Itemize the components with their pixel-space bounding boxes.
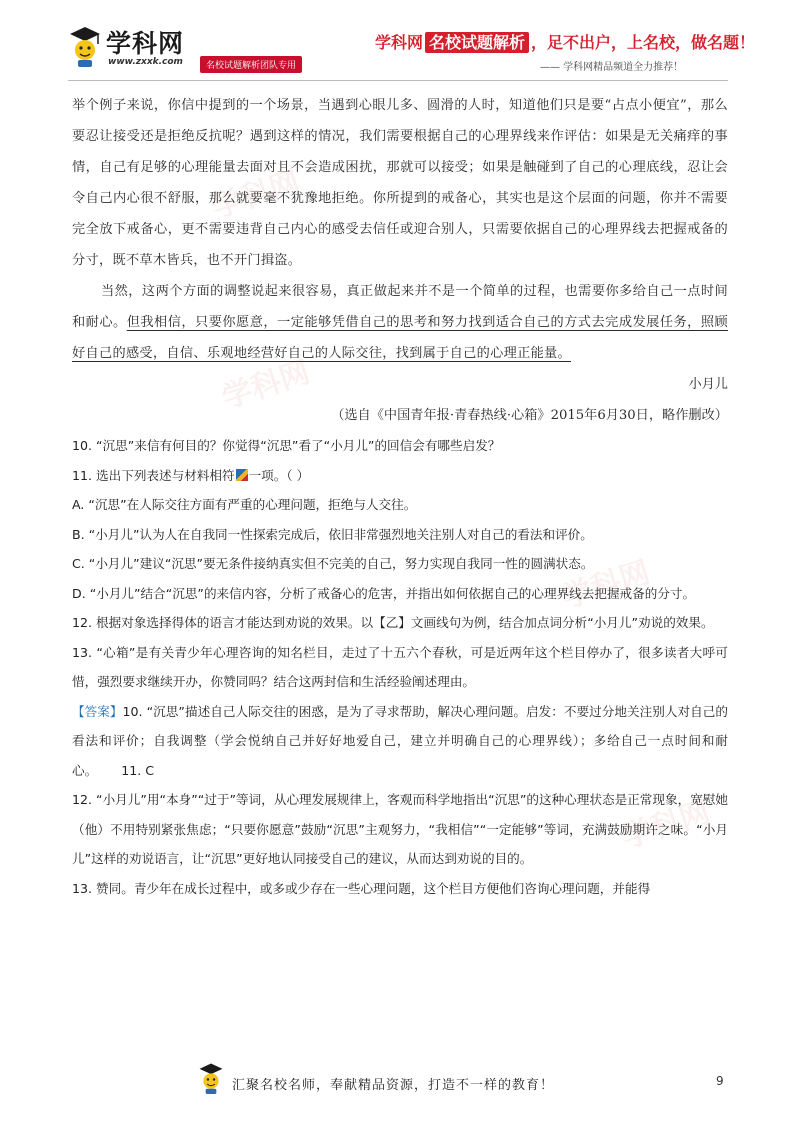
option-c: C. “小月儿”建议“沉思”要无条件接纳真实但不完美的自己，努力实现自我同一性的圆满状态。 — [72, 556, 594, 571]
page-footer — [0, 1060, 800, 1120]
letter-signature: 小月儿 — [688, 377, 728, 392]
watermark: 学科网 — [617, 794, 715, 856]
slogan-post: ，足不出户，上名校，做名题！ — [531, 33, 756, 52]
graduation-cap-mascot-icon — [198, 1060, 224, 1096]
header-slogan — [375, 30, 755, 53]
header-divider — [68, 80, 728, 81]
logo-badge: 名校试题解析团队专用 — [200, 56, 302, 73]
footer-slogan: 汇聚名校名师，奉献精品资源，打造不一样的教育！ — [232, 1078, 555, 1093]
watermark: 学科网 — [217, 354, 315, 416]
question-13: 13. “心箱”是有关青少年心理咨询的知名栏目，走过了十五六个春秋，可是近两年这个栏目停办了，很多读者大呼可惜，强烈要求继续开办，你赞同吗？结合这两封信和生活经验阐述理由。 — [72, 644, 728, 689]
passage-paragraph-2 — [72, 276, 728, 369]
source-citation: （选自《中国青年报·青春热线·心箱》2015年6月30日，略作删改） — [331, 408, 728, 423]
question-11-post: 一项。（ ） — [248, 467, 310, 483]
answer-10 — [72, 697, 728, 786]
passage-p2-plain: 当然，这两个方面的调整说起来很容易，真正做起来并不是一个简单的过程，也需要你多给自己一点时间和耐心。 — [72, 284, 728, 330]
option-b: B. “小月儿”认为人在自我同一性探索完成后，依旧非常强烈地关注别人对自己的看法和评价。 — [72, 526, 593, 542]
document-body — [72, 90, 728, 903]
passage-p2-underlined: 但我相信，只要你愿意，一定能够凭借自己的思考和努力找到适合自己的方式去完成发展任务，照顾好自己的感受，自信、乐观地经营好自己的人际交往，找到属于自己的心理正能量。 — [72, 315, 728, 361]
question-10: 10. “沉思”来信有何目的？你觉得“沉思”看了“小月儿”的回信会有哪些启发？ — [72, 438, 501, 453]
option-d: D. “小月儿”结合“沉思”的来信内容，分析了戒备心的危害，并指出如何依据自己的心理界线去把握戒备的分寸。 — [72, 585, 696, 601]
question-11 — [72, 461, 728, 491]
answer-11: 11. C — [121, 762, 155, 778]
graduation-cap-mascot-icon — [68, 24, 102, 68]
answer-tag: 【答案】 — [72, 703, 123, 719]
inline-image-icon — [236, 469, 248, 481]
logo-text: 学科网 — [106, 29, 185, 58]
passage-paragraph-1: 举个例子来说，你信中提到的一个场景，当遇到心眼儿多、圆滑的人时，知道他们只是要“占点小便宜”，那么要忍让接受还是拒绝反抗呢？遇到这样的情况，我们需要根据自己的心理界线来作评估：如果是无关痛痒的事情，自己有足够的心理能量去面对且不会造成困扰，那就可以接受；如果是触碰到了自己的心理底线，忍让会令自己内心很不舒服，那么就要毫不犹豫地拒绝。你所提到的戒备心，其实也是这个层面的问题，你并不需要完全放下戒备心，更不需要违背自己内心的感受去信任或迎合别人，只需要依据自己的心理界线去把握戒备的分寸，既不草木皆兵，也不开门揖盗。 — [72, 98, 728, 268]
answer-12: 12. “小月儿”用“本身”“过于”等词，从心理发展规律上，客观而科学地指出“沉思”的这种心理状态是正常现象，宽慰她（他）不用特别紧张焦虑；“只要你愿意”鼓励“沉思”主观努力，“我相信”“一定能够”等词，充满鼓励期许之味。“小月儿”这样的劝说语言，让“沉思”更好地认同接受自己的建议，从而达到劝说的目的。 — [72, 792, 728, 866]
page-header — [0, 0, 800, 82]
answer-10-text: 10. “沉思”描述自己人际交往的困惑，是为了寻求帮助，解决心理问题。启发：不要过分地关注别人对自己的看法和评价；自我调整（学会悦纳自己并好好地爱自己，建立并明确自己的心理界线）；多给自己一点时间和耐心。 — [72, 703, 729, 778]
slogan-pre: 学科网 — [375, 33, 424, 52]
question-11-pre: 11. 选出下列表述与材料相符 — [72, 467, 235, 483]
slogan-subtitle: —— 学科网精品频道全力推荐！ — [540, 62, 684, 73]
option-a: A. “沉思”在人际交往方面有严重的心理问题，拒绝与人交往。 — [72, 497, 417, 512]
slogan-boxed: 名校试题解析 — [425, 32, 529, 53]
answer-13: 13. 赞同。青少年在成长过程中，或多或少存在一些心理问题，这个栏目方便他们咨询心理问题，并能得 — [72, 880, 651, 896]
logo[interactable] — [68, 24, 328, 72]
watermark: 学科网 — [557, 554, 655, 616]
logo-url: www.zxxk.com — [108, 57, 183, 67]
question-12: 12. 根据对象选择得体的语言才能达到劝说的效果。以【乙】文画线句为例，结合加点词分析“小月儿”劝说的效果。 — [72, 615, 714, 630]
watermark: 学科网 — [207, 164, 305, 226]
page-number: 9 — [716, 1074, 724, 1088]
